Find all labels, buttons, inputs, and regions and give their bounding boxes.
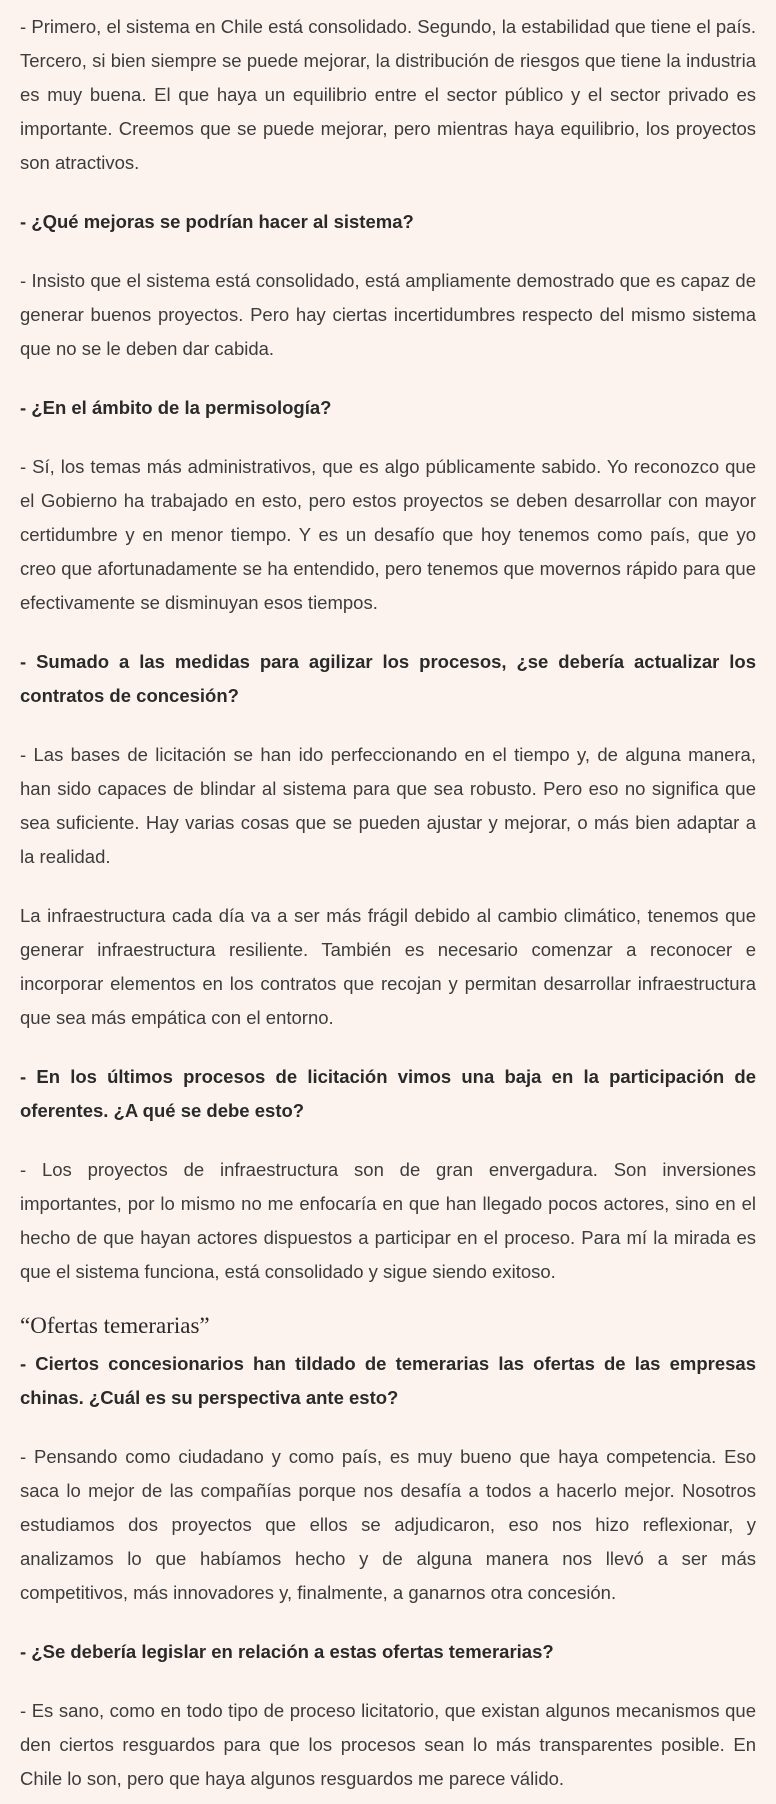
answer-paragraph: - Sí, los temas más administrativos, que es algo públicamente sabido. Yo reconozco que el Gobierno ha trabajado en esto, pero estos proyectos se deben desarrollar con mayor certidumbre y en menor tiempo. Y es un desafío que hoy tenemos como país, que yo creo que afortunadamente se ha entendido, pero tenemos que movernos rápido para que efectivamente se disminuyan esos tiempos. — [20, 456, 756, 613]
interview-question: - Ciertos concesionarios han tildado de temerarias las ofertas de las empresas chinas. ¿Cuál es su perspectiva ante esto? — [20, 1353, 756, 1408]
answer-paragraph: - Insisto que el sistema está consolidado, está ampliamente demostrado que es capaz de generar buenos proyectos. Pero hay ciertas incertidumbres respecto del mismo sistema que no se le deben dar cabida. — [20, 270, 756, 359]
interview-question: - ¿Se debería legislar en relación a estas ofertas temerarias? — [20, 1641, 554, 1662]
section-subheading: “Ofertas temerarias” — [20, 1313, 210, 1338]
interview-question: - Sumado a las medidas para agilizar los procesos, ¿se debería actualizar los contratos de concesión? — [20, 651, 756, 706]
interview-question: - ¿Qué mejoras se podrían hacer al sistema? — [20, 211, 414, 232]
answer-paragraph: - Las bases de licitación se han ido perfeccionando en el tiempo y, de alguna manera, han sido capaces de blindar al sistema para que sea robusto. Pero eso no significa que sea suficiente. Hay varias cosas que se pueden ajustar y mejorar, o más bien adaptar a la realidad. — [20, 744, 756, 867]
interview-question: - En los últimos procesos de licitación vimos una baja en la participación de oferentes. ¿A qué se debe esto? — [20, 1066, 756, 1121]
answer-paragraph: La infraestructura cada día va a ser más frágil debido al cambio climático, tenemos que generar infraestructura resiliente. También es necesario comenzar a reconocer e incorporar elementos en los contratos que recojan y permitan desarrollar infraestructura que sea más empática con el entorno. — [20, 905, 756, 1028]
interview-question: - ¿En el ámbito de la permisología? — [20, 397, 332, 418]
answer-paragraph: - Primero, el sistema en Chile está consolidado. Segundo, la estabilidad que tiene el país. Tercero, si bien siempre se puede mejorar, la distribución de riesgos que tiene la industria es muy buena. El que haya un equilibrio entre el sector público y el sector privado es importante. Creemos que se puede mejorar, pero mientras haya equilibrio, los proyectos son atractivos. — [20, 16, 756, 173]
answer-paragraph: - Pensando como ciudadano y como país, es muy bueno que haya competencia. Eso saca lo mejor de las compañías porque nos desafía a todos a hacerlo mejor. Nosotros estudiamos dos proyectos que ellos se adjudicaron, eso nos hizo reflexionar, y analizamos lo que habíamos hecho y de alguna manera nos llevó a ser más competitivos, más innovadores y, finalmente, a ganarnos otra concesión. — [20, 1446, 756, 1603]
answer-paragraph: - Es sano, como en todo tipo de proceso licitatorio, que existan algunos mecanismos que den ciertos resguardos para que los procesos sean lo más transparentes posible. En Chile lo son, pero que haya algunos resguardos me parece válido. — [20, 1700, 756, 1789]
answer-paragraph: - Los proyectos de infraestructura son de gran envergadura. Son inversiones importantes, por lo mismo no me enfocaría en que han llegado pocos actores, sino en el hecho de que hayan actores dispuestos a participar en el proceso. Para mí la mirada es que el sistema funciona, está consolidado y sigue siendo exitoso. — [20, 1159, 756, 1282]
